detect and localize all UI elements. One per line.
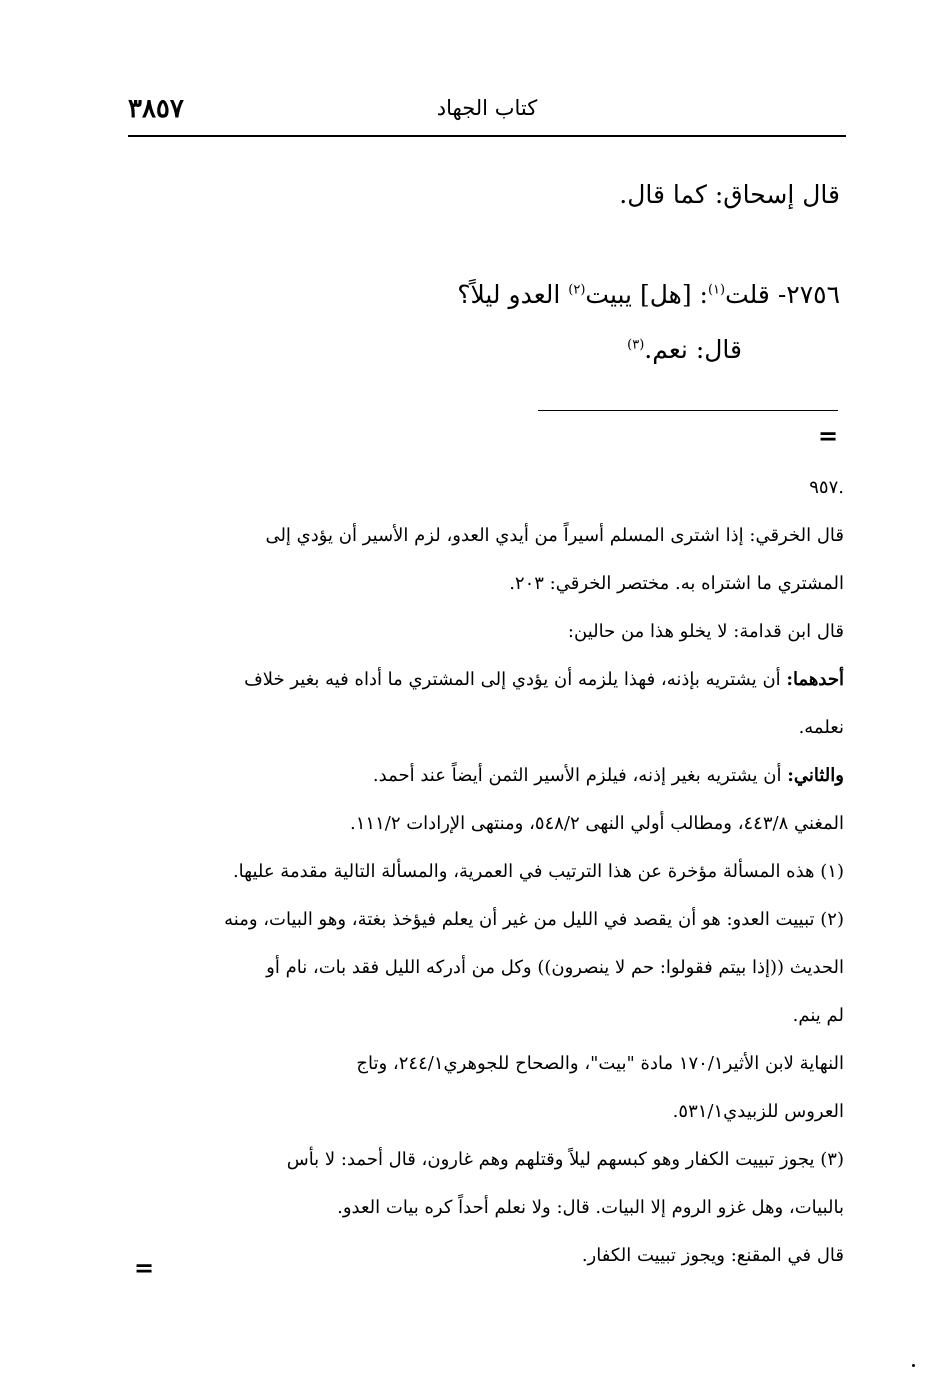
note-number-957: .٩٥٧ [809, 477, 844, 498]
ibn-qudama-line: قال ابن قدامة: لا يخلو هذا من حالين: [567, 621, 844, 642]
first-case: أحدهما: أن يشتريه بإذنه، فهذا يلزمه أن يؤدي إلى المشتري ما أداه فيه بغير خلاف [244, 669, 844, 690]
footnote-ref-3: (٣) [627, 337, 645, 353]
question-text: قلت$^{(١)}$: [هل] يبيت$^{(٢)}$ العدو ليلاً؟ [457, 280, 770, 309]
first-case-cont: نعلمه. [798, 717, 844, 738]
footnote-2-line-4: النهاية لابن الأثير١٧٠/١ مادة "بيت"، والصحاح للجوهري٢٤٤/١، وتاج [356, 1053, 844, 1074]
footnote-3-line-1: (٣) يجوز تبييت الكفار وهو كبسهم ليلاً وقتلهم وهم غارون، قال أحمد: لا بأس [286, 1149, 844, 1170]
question-2756 [128, 280, 840, 309]
footnote-3-line-2: بالبيات، وهل غزو الروم إلا البيات. قال: ولا نعلم أحداً كره بيات العدو. [337, 1197, 844, 1218]
footnote-1: (١) هذه المسألة مؤخرة عن هذا الترتيب في العمرية، والمسألة التالية مقدمة عليها. [232, 861, 844, 882]
answer-line: قال: نعم.$^{(٣)}$ [627, 335, 742, 364]
footnote-3-line-3: قال في المقنع: ويجوز تبييت الكفار. [581, 1245, 844, 1266]
continuation-mark-top: = [818, 421, 839, 450]
question-number: ٢٧٥٦- [777, 280, 840, 309]
footnotes-block [128, 464, 844, 1280]
kharqi-quote-1: قال الخرقي: إذا اشترى المسلم أسيراً من أيدي العدو، لزم الأسير أن يؤدي إلى [265, 525, 844, 546]
running-title: كتاب الجهاد [436, 96, 538, 120]
kharqi-quote-2: المشتري ما اشتراه به. مختصر الخرقي: ٢٠٣. [509, 573, 844, 594]
header-rule [128, 135, 846, 137]
references-1: المغني ٤٤٣/٨، ومطالب أولي النهى ٥٤٨/٢، ومنتهى الإرادات ١١١/٢. [350, 813, 844, 834]
main-line-ishaq: قال إسحاق: كما قال. [619, 180, 840, 209]
footnote-ref-2: (٢) [568, 282, 586, 298]
footnote-2-line-1: (٢) تبييت العدو: هو أن يقصد في الليل من غير أن يعلم فيؤخذ بغتة، وهو البيات، ومنه [224, 909, 844, 930]
page-number: ٣٨٥٧ [128, 94, 184, 124]
footnote-2-line-2: الحديث ((إذا بيتم فقولوا: حم لا ينصرون)) وكل من أدركه الليل فقد بات، نام أو [266, 957, 844, 978]
page-header [128, 92, 846, 134]
second-case: والثاني: أن يشتريه بغير إذنه، فيلزم الأسير الثمن أيضاً عند أحمد. [372, 765, 844, 786]
footnote-separator [538, 410, 838, 411]
page-speck [912, 1364, 915, 1367]
footnote-2-line-3: لم ينم. [792, 1005, 844, 1026]
footnote-ref-1: (١) [707, 282, 726, 298]
footnote-2-line-5: العروس للزبيدي٥٣١/١. [672, 1101, 844, 1122]
continuation-mark-bottom: = [134, 1253, 155, 1282]
